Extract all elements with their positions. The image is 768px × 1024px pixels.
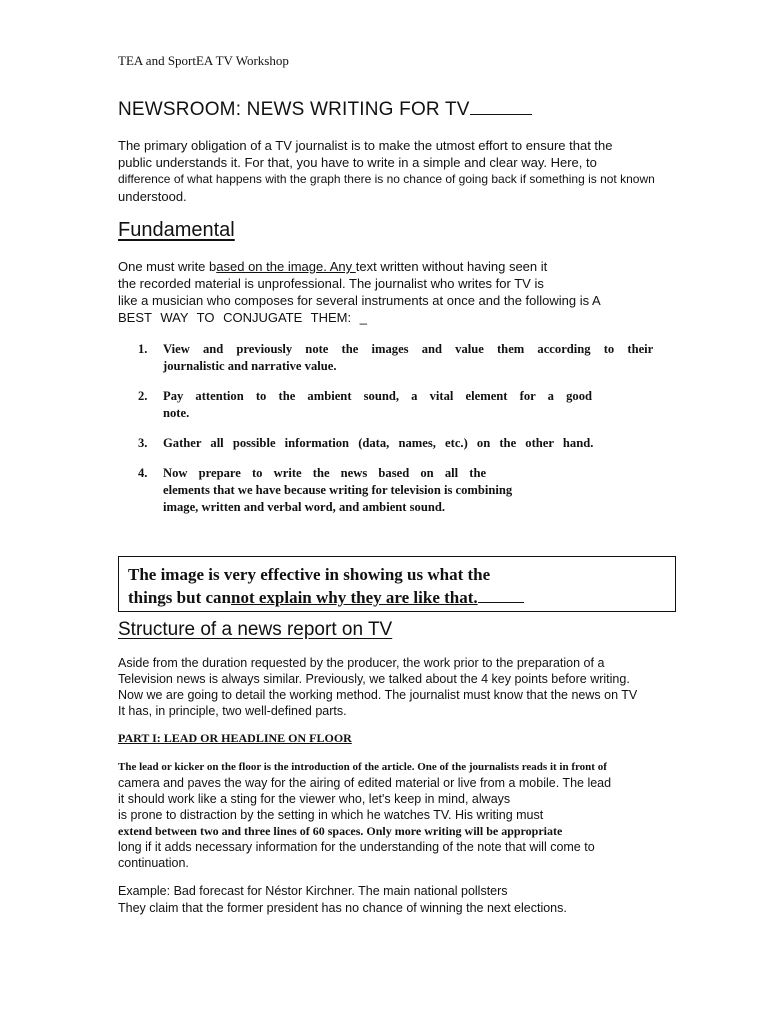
fundamental-line <box>118 258 601 275</box>
page-title-text: NEWSROOM: NEWS WRITING FOR TV <box>118 99 470 120</box>
callout-text: things but can <box>128 588 231 607</box>
callout-underline-blank <box>478 588 524 603</box>
intro-line: difference of what happens with the graph there is no chance of going back if something is not known <box>118 172 655 186</box>
fundamental-line: BEST WAY TO CONJUGATE THEM: _ <box>118 310 367 325</box>
list-item-line <box>163 341 672 358</box>
callout-line: The image is very effective in showing us what the <box>128 565 491 584</box>
list-item-line: note. <box>163 406 190 420</box>
structure-paragraph <box>118 655 637 719</box>
document-header: TEA and SportEA TV Workshop <box>118 53 289 68</box>
fundamental-heading: Fundamental <box>118 219 235 241</box>
list-item-number: 3. <box>138 436 148 450</box>
steps-list <box>138 341 672 529</box>
part1-line: is prone to distraction by the setting in which he watches TV. His writing must <box>118 808 544 822</box>
example-line: Example: Bad forecast for Néstor Kirchner. The main national pollsters <box>118 884 508 898</box>
list-item-line: elements that we have because writing for television is combining <box>163 483 513 497</box>
example-line: They claim that the former president has no chance of winning the next elections. <box>118 901 567 915</box>
list-item-line: Gather all possible information (data, names, etc.) on the other hand. <box>163 436 594 450</box>
example-paragraph <box>118 883 567 917</box>
page-title <box>118 98 532 121</box>
list-item-line: Now prepare to write the news based on all the <box>163 466 487 480</box>
part1-heading: PART I: LEAD OR HEADLINE ON FLOOR <box>118 731 352 745</box>
callout-underlined-text: not explain why they are like that. <box>230 588 478 607</box>
part1-line: it should work like a sting for the viewer who, let's keep in mind, always <box>118 792 511 806</box>
list-item-line: Pay attention to the ambient sound, a vital element for a good <box>163 389 592 403</box>
list-item-line: image, written and verbal word, and ambient sound. <box>163 500 445 514</box>
structure-heading: Structure of a news report on TV <box>118 619 393 640</box>
part1-line: The lead or kicker on the floor is the introduction of the article. One of the journalists reads it in front of <box>118 761 607 773</box>
list-item-text: View and previously note the images and value them according to their <box>163 342 654 356</box>
list-item <box>138 465 672 516</box>
part1-line: camera and paves the way for the airing of edited material or live from a mobile. The lead <box>118 776 612 790</box>
intro-line: understood. <box>118 189 187 204</box>
fundamental-line: the recorded material is unprofessional. The journalist who writes for TV is <box>118 276 544 291</box>
fundamental-text: text written without having seen it <box>355 259 548 274</box>
fundamental-paragraph <box>118 258 601 326</box>
structure-line: Aside from the duration requested by the producer, the work prior to the preparation of a <box>118 656 605 670</box>
list-item <box>138 435 672 452</box>
list-item-number: 4. <box>138 466 148 480</box>
callout-line <box>128 586 666 609</box>
fundamental-text: One must write b <box>118 259 217 274</box>
fundamental-line: like a musician who composes for several instruments at once and the following is A <box>118 293 601 308</box>
list-item-line: journalistic and narrative value. <box>163 359 337 373</box>
structure-line: Television news is always similar. Previously, we talked about the 4 key points before writing. <box>118 672 630 686</box>
part1-line: continuation. <box>118 856 189 870</box>
list-item <box>138 341 672 375</box>
structure-line: Now we are going to detail the working method. The journalist must know that the news on TV <box>118 688 638 702</box>
structure-line: It has, in principle, two well-defined parts. <box>118 704 347 718</box>
callout-box <box>118 556 676 612</box>
intro-line: public understands it. For that, you have to write in a simple and clear way. Here, to <box>118 155 597 170</box>
fundamental-underlined-text: ased on the image. Any <box>216 259 356 274</box>
list-item-number: 1. <box>138 342 148 356</box>
part1-line: long if it adds necessary information for the understanding of the note that will come to <box>118 840 595 854</box>
list-item-number: 2. <box>138 389 148 403</box>
intro-paragraph <box>118 137 655 205</box>
intro-line: The primary obligation of a TV journalist is to make the utmost effort to ensure that the <box>118 138 613 153</box>
part1-paragraph <box>118 759 611 871</box>
list-item <box>138 388 672 422</box>
part1-line: extend between two and three lines of 60 spaces. Only more writing will be appropriate <box>118 824 563 838</box>
title-underline-blank <box>470 98 532 115</box>
